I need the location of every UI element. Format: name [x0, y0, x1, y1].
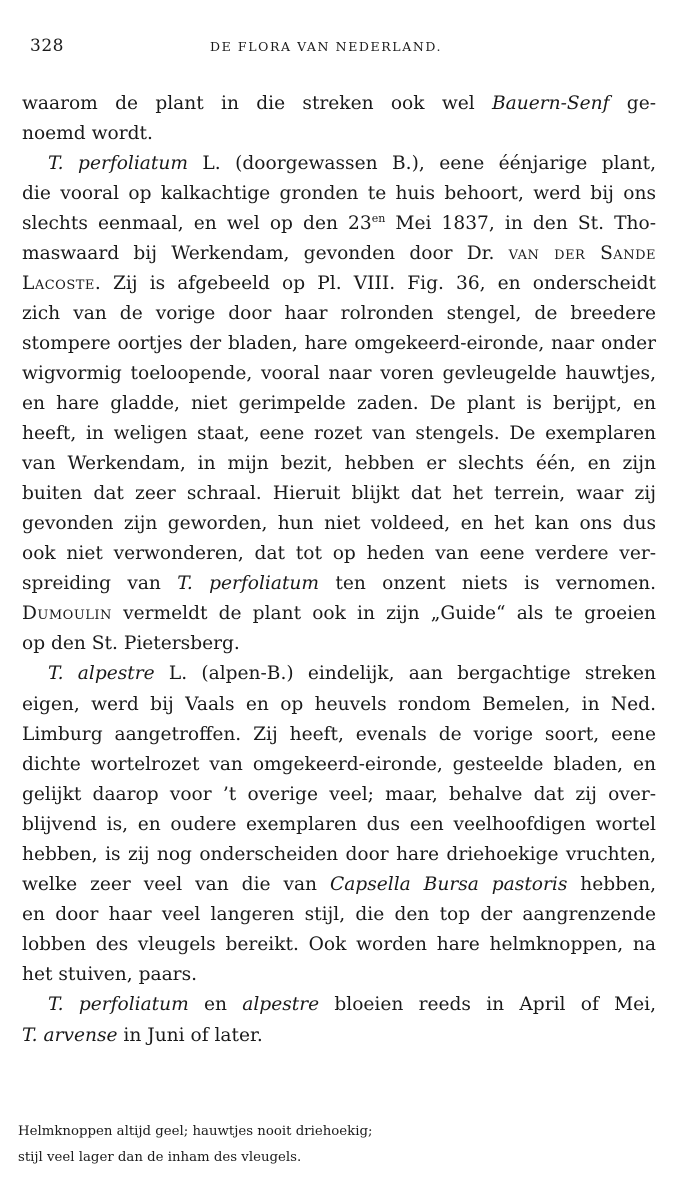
- italic-term: Capsella Bursa pastoris: [329, 874, 568, 895]
- text-line: [48, 990, 656, 1020]
- italic-term: T. perfoliatum: [177, 573, 320, 594]
- text-segment: Limburg aangetroffen. Zij heeft, evenals de vorige soort, eene: [22, 724, 656, 745]
- italic-term: T. arvense: [22, 1025, 118, 1046]
- footnote-line: stijl veel lager dan de inham des vleugels.: [18, 1150, 302, 1165]
- text-line: [22, 720, 656, 750]
- text-segment: maswaard bij Werkendam, gevonden door Dr.: [22, 243, 509, 264]
- text-segment: . Zij is afgebeeld op Pl. VIII. Fig. 36, en onderscheidt: [94, 273, 656, 294]
- text-line: [22, 479, 656, 509]
- text-segment: lobben des vleugels bereikt. Ook worden hare helmknoppen, na: [22, 934, 656, 955]
- text-segment: en door haar veel langeren stijl, die den top der aangrenzende: [22, 904, 656, 925]
- running-title: DE FLORA VAN NEDERLAND.: [210, 39, 443, 54]
- text-line: [22, 449, 656, 479]
- text-line: [22, 329, 656, 359]
- text-segment: L. (alpen-B.) eindelijk, aan bergachtige streken: [154, 663, 656, 684]
- italic-term: T. perfoliatum: [48, 994, 189, 1015]
- text-line: [22, 89, 656, 119]
- text-segment: welke zeer veel van die van: [22, 874, 330, 895]
- text-line: [48, 659, 656, 689]
- text-line: [22, 389, 656, 419]
- text-segment: slechts eenmaal, en wel op den 23: [22, 213, 372, 234]
- text-segment: gevonden zijn geworden, hun niet voldeed, en het kan ons dus: [22, 513, 656, 534]
- italic-term: Bauern-Senf: [492, 93, 610, 114]
- text-line: [22, 119, 656, 149]
- footnote-line: Helmknoppen altijd geel; hauwtjes nooit driehoekig;: [18, 1124, 373, 1139]
- italic-term: alpestre: [242, 994, 320, 1015]
- text-segment: buiten dat zeer schraal. Hieruit blijkt dat het terrein, waar zij: [22, 483, 656, 504]
- small-caps-name: van der Sande: [508, 243, 656, 264]
- page-header: [30, 36, 648, 60]
- text-line: [22, 960, 656, 990]
- text-line: [22, 539, 656, 569]
- text-line: [48, 149, 656, 179]
- text-segment: en: [188, 994, 243, 1015]
- text-line: [22, 870, 656, 900]
- text-segment: Mei 1837, in den St. Tho-: [385, 213, 656, 234]
- text-segment: ten onzent niets is vernomen.: [319, 573, 657, 594]
- text-line: [22, 750, 656, 780]
- text-line: [22, 179, 656, 209]
- text-segment: hebben,: [567, 874, 656, 895]
- text-segment: blijvend is, en oudere exemplaren dus een veelhoofdigen wortel: [22, 814, 656, 835]
- text-line: [22, 1021, 656, 1051]
- text-line: [22, 239, 656, 269]
- text-segment: L. (doorgewassen B.), eene éénjarige plant,: [187, 153, 656, 174]
- text-segment: het stuiven, paars.: [22, 964, 198, 985]
- text-line: [22, 269, 656, 299]
- italic-term: T. alpestre: [48, 663, 155, 684]
- text-segment: stompere oortjes der bladen, hare omgekeerd-eironde, naar onder: [22, 333, 656, 354]
- text-line: [22, 810, 656, 840]
- text-line: [22, 780, 656, 810]
- text-segment: gelijkt daarop voor ’t overige veel; maar, behalve dat zij over-: [22, 784, 656, 805]
- text-line: [22, 599, 656, 629]
- text-line: [22, 209, 656, 239]
- text-segment: in Juni of later.: [117, 1025, 263, 1046]
- text-segment: wigvormig toeloopende, vooral naar voren gevleugelde hauwtjes,: [22, 363, 656, 384]
- text-line: [22, 930, 656, 960]
- small-caps-name: Dumoulin: [22, 603, 112, 624]
- text-segment: die vooral op kalkachtige gronden te huis behoort, werd bij ons: [22, 183, 656, 204]
- text-segment: van Werkendam, in mijn bezit, hebben er slechts één, en zijn: [22, 453, 656, 474]
- text-segment: vermeldt de plant ook in zijn „Guide“ als te groeien: [111, 603, 656, 624]
- text-segment: spreiding van: [22, 573, 178, 594]
- text-line: [22, 569, 656, 599]
- text-line: [22, 629, 656, 659]
- text-segment: ook niet verwonderen, dat tot op heden van eene verdere ver-: [22, 543, 656, 564]
- text-segment: ge-: [609, 93, 656, 114]
- text-segment: op den St. Pietersberg.: [22, 633, 240, 654]
- text-line: [22, 509, 656, 539]
- text-segment: heeft, in weligen staat, eene rozet van stengels. De exemplaren: [22, 423, 656, 444]
- italic-term: T. perfoliatum: [48, 153, 188, 174]
- text-line: [22, 419, 656, 449]
- text-line: [22, 900, 656, 930]
- text-segment: zich van de vorige door haar rolronden stengel, de breedere: [22, 303, 656, 324]
- text-segment: waarom de plant in die streken ook wel: [22, 93, 493, 114]
- text-segment: en hare gladde, niet gerimpelde zaden. De plant is berijpt, en: [22, 393, 656, 414]
- page-number: 328: [30, 36, 64, 56]
- text-segment: eigen, werd bij Vaals en op heuvels rondom Bemelen, in Ned.: [22, 694, 656, 715]
- text-line: [22, 359, 656, 389]
- superscript: en: [371, 211, 386, 225]
- text-line: [22, 299, 656, 329]
- text-segment: hebben, is zij nog onderscheiden door hare driehoekige vruchten,: [22, 844, 656, 865]
- small-caps-name: Lacoste: [22, 273, 95, 294]
- text-line: [22, 840, 656, 870]
- text-segment: dichte wortelrozet van omgekeerd-eironde, gesteelde bladen, en: [22, 754, 656, 775]
- text-segment: noemd wordt.: [22, 123, 153, 144]
- text-line: [22, 690, 656, 720]
- text-segment: bloeien reeds in April of Mei,: [319, 994, 656, 1015]
